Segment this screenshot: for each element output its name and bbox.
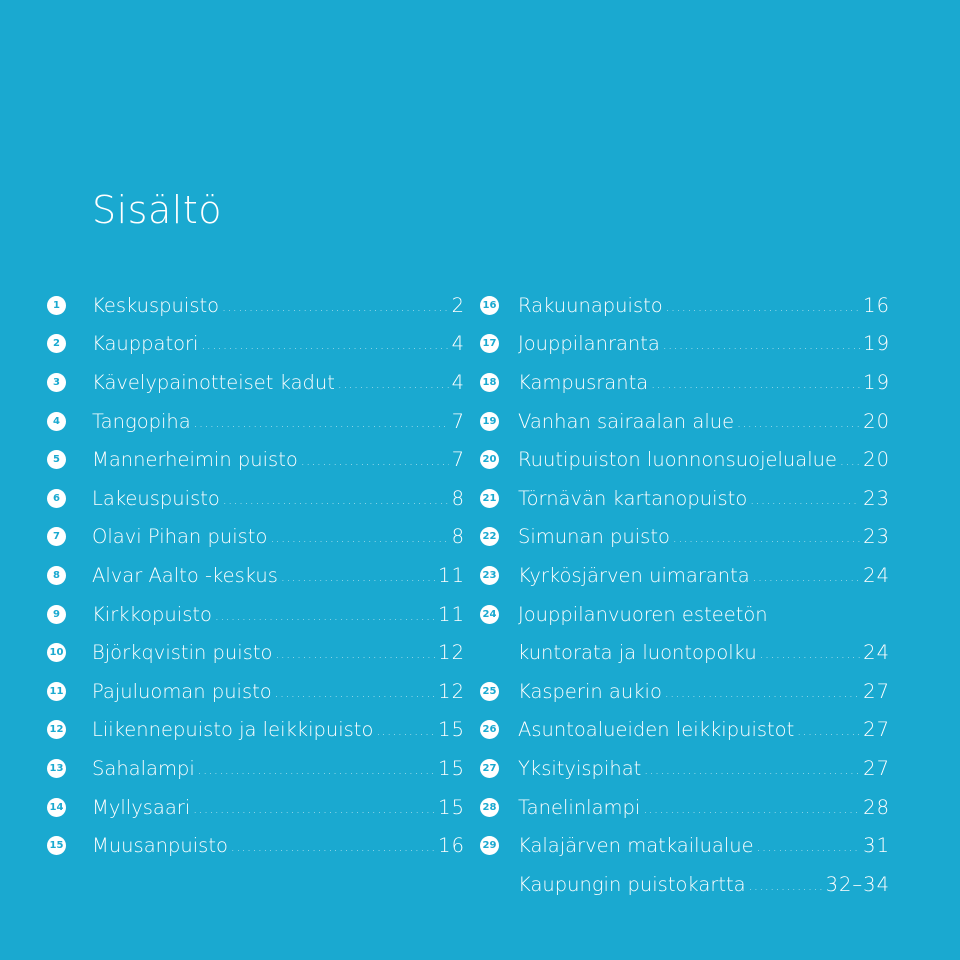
dot-leader <box>281 570 435 584</box>
entry-page-number: 16 <box>438 834 465 858</box>
entry-label: Kasperin aukio <box>518 679 662 703</box>
toc-entry[interactable] <box>480 788 890 827</box>
dot-leader <box>651 377 860 391</box>
entry-page-number: 15 <box>438 718 465 742</box>
toc-entry[interactable] <box>480 440 890 479</box>
dot-leader <box>231 840 435 854</box>
entry-label: Vanhan sairaalan alue <box>518 409 735 433</box>
toc-column-right <box>480 286 890 904</box>
dot-leader <box>198 763 435 777</box>
entry-page-number: 16 <box>863 293 890 317</box>
entry-label: Rakuunapuisto <box>518 293 663 317</box>
entry-page-number: 31 <box>863 834 890 858</box>
entry-page-number: 15 <box>438 795 465 819</box>
dot-leader <box>665 686 860 700</box>
entry-page-number: 24 <box>863 563 890 587</box>
toc-entry[interactable] <box>47 788 465 827</box>
toc-entry[interactable] <box>480 518 890 557</box>
entry-label: Alvar Aalto -keskus <box>92 563 278 587</box>
entry-label: Kävelypainotteiset kadut <box>92 370 335 394</box>
entry-label: Ruutipuiston luonnonsuojelualue <box>518 448 837 472</box>
entry-number-badge: 9 <box>47 605 66 624</box>
entry-page-number: 12 <box>438 679 465 703</box>
entry-number-badge: 6 <box>47 489 66 508</box>
toc-entry[interactable] <box>480 672 890 711</box>
dot-leader <box>215 609 435 623</box>
dot-leader <box>644 763 860 777</box>
entry-label: Törnävän kartanopuisto <box>518 486 748 510</box>
entry-page-number: 27 <box>863 718 890 742</box>
entry-number-badge: 2 <box>47 334 66 353</box>
entry-number-badge: 18 <box>480 373 499 392</box>
toc-entry[interactable] <box>480 711 890 750</box>
toc-column-left <box>47 286 465 865</box>
toc-entry[interactable] <box>480 363 890 402</box>
entry-number-badge: 22 <box>480 527 499 546</box>
entry-label: Olavi Pihan puisto <box>92 525 268 549</box>
entry-number-badge: 27 <box>480 759 499 778</box>
toc-entry[interactable] <box>480 633 890 672</box>
entry-number-badge: 4 <box>47 412 66 431</box>
dot-leader <box>222 300 449 314</box>
dot-leader <box>270 531 448 545</box>
dot-leader <box>840 454 860 468</box>
page-title: Sisältö <box>92 188 222 232</box>
dot-leader <box>223 493 449 507</box>
entry-number-badge: 14 <box>47 798 66 817</box>
toc-entry[interactable] <box>480 556 890 595</box>
entry-number-badge: 19 <box>480 412 499 431</box>
dot-leader <box>757 840 861 854</box>
toc-entry[interactable] <box>47 595 465 634</box>
entry-label: Jouppilanvuoren esteetön <box>518 602 768 626</box>
entry-label: Kirkkopuisto <box>92 602 212 626</box>
entry-number-badge: 12 <box>47 720 66 739</box>
entry-page-number: 23 <box>863 486 890 510</box>
entry-page-number: 23 <box>863 525 890 549</box>
entry-page-number: 20 <box>863 448 890 472</box>
entry-number-badge: 26 <box>480 720 499 739</box>
toc-entry[interactable] <box>480 286 890 325</box>
dot-leader <box>749 879 823 893</box>
dot-leader <box>797 724 860 738</box>
toc-entry[interactable] <box>47 286 465 325</box>
entry-page-number: 27 <box>863 756 890 780</box>
entry-page-number: 4 <box>451 332 465 356</box>
entry-page-number: 11 <box>438 602 465 626</box>
entry-label: Myllysaari <box>92 795 191 819</box>
entry-label: Kyrkösjärven uimaranta <box>518 563 750 587</box>
toc-entry[interactable] <box>47 749 465 788</box>
entry-label: Liikennepuisto ja leikkipuisto <box>92 718 374 742</box>
entry-number-badge: 5 <box>47 450 66 469</box>
entry-label: Kalajärven matkailualue <box>518 834 754 858</box>
toc-entry[interactable] <box>47 711 465 750</box>
entry-label: Simunan puisto <box>518 525 670 549</box>
toc-entry[interactable] <box>480 479 890 518</box>
entry-page-number: 20 <box>863 409 890 433</box>
entry-page-number: 19 <box>863 370 890 394</box>
toc-entry[interactable] <box>480 325 890 364</box>
dot-leader <box>737 416 860 430</box>
toc-entry[interactable] <box>47 363 465 402</box>
dot-leader <box>760 647 860 661</box>
toc-entry[interactable] <box>47 440 465 479</box>
entry-number-badge: 16 <box>480 296 499 315</box>
dot-leader <box>753 570 860 584</box>
entry-page-number: 7 <box>451 448 465 472</box>
entry-label: Kampusranta <box>518 370 649 394</box>
entry-label: kuntorata ja luontopolku <box>518 641 757 665</box>
entry-number-badge: 1 <box>47 296 66 315</box>
entry-number-badge: 10 <box>47 643 66 662</box>
entry-number-badge: 17 <box>480 334 499 353</box>
entry-number-badge: 15 <box>47 836 66 855</box>
toc-entry[interactable] <box>47 479 465 518</box>
entry-label: Pajuluoman puisto <box>92 679 272 703</box>
entry-label: Kauppatori <box>92 332 199 356</box>
toc-entry[interactable] <box>480 402 890 441</box>
entry-number-badge: 28 <box>480 798 499 817</box>
entry-number-badge: 3 <box>47 373 66 392</box>
entry-number-badge: 29 <box>480 836 499 855</box>
dot-leader <box>663 338 860 352</box>
entry-page-number: 19 <box>863 332 890 356</box>
entry-page-number: 8 <box>451 525 465 549</box>
toc-entry[interactable] <box>480 865 890 904</box>
entry-number-badge: 21 <box>480 489 499 508</box>
entry-label: Mannerheimin puisto <box>92 448 298 472</box>
toc-entry[interactable] <box>480 826 890 865</box>
entry-label: Keskuspuisto <box>92 293 220 317</box>
entry-label: Muusanpuisto <box>92 834 228 858</box>
toc-entry[interactable] <box>47 402 465 441</box>
entry-number-badge: 20 <box>480 450 499 469</box>
entry-page-number: 15 <box>438 756 465 780</box>
entry-number-badge: 24 <box>480 605 499 624</box>
dot-leader <box>750 493 860 507</box>
entry-label: Jouppilanranta <box>518 332 660 356</box>
toc-entry[interactable] <box>47 556 465 595</box>
toc-entry[interactable] <box>480 749 890 788</box>
entry-page-number: 2 <box>451 293 465 317</box>
entry-number-badge: 7 <box>47 527 66 546</box>
dot-leader <box>666 300 860 314</box>
entry-label: Asuntoalueiden leikkipuistot <box>518 718 795 742</box>
entry-page-number: 4 <box>451 370 465 394</box>
toc-entry[interactable] <box>47 633 465 672</box>
dot-leader <box>376 724 435 738</box>
entry-number-badge: 11 <box>47 682 66 701</box>
entry-label: Lakeuspuisto <box>92 486 220 510</box>
entry-page-number: 11 <box>438 563 465 587</box>
entry-number-badge: 13 <box>47 759 66 778</box>
entry-number-badge: 8 <box>47 566 66 585</box>
dot-leader <box>201 338 448 352</box>
dot-leader <box>193 802 435 816</box>
toc-entry[interactable] <box>47 325 465 364</box>
entry-label: Tangopiha <box>92 409 191 433</box>
entry-page-number: 7 <box>451 409 465 433</box>
toc-entry[interactable] <box>47 672 465 711</box>
entry-page-number: 32–34 <box>825 872 890 896</box>
toc-entry[interactable] <box>480 595 890 634</box>
entry-page-number: 28 <box>863 795 890 819</box>
entry-label: Kaupungin puistokartta <box>518 872 746 896</box>
entry-number-badge: 25 <box>480 682 499 701</box>
dot-leader <box>673 531 860 545</box>
entry-page-number: 24 <box>863 641 890 665</box>
entry-label: Björkqvistin puisto <box>92 641 273 665</box>
entry-number-badge: 23 <box>480 566 499 585</box>
dot-leader <box>194 416 449 430</box>
dot-leader <box>275 686 435 700</box>
entry-page-number: 12 <box>438 641 465 665</box>
entry-label: Sahalampi <box>92 756 195 780</box>
toc-entry[interactable] <box>47 826 465 865</box>
entry-page-number: 8 <box>451 486 465 510</box>
dot-leader <box>643 802 860 816</box>
dot-leader <box>275 647 435 661</box>
dot-leader <box>301 454 449 468</box>
entry-label: Yksityispihat <box>518 756 642 780</box>
dot-leader <box>338 377 449 391</box>
toc-entry[interactable] <box>47 518 465 557</box>
entry-label: Tanelinlampi <box>518 795 641 819</box>
entry-page-number: 27 <box>863 679 890 703</box>
